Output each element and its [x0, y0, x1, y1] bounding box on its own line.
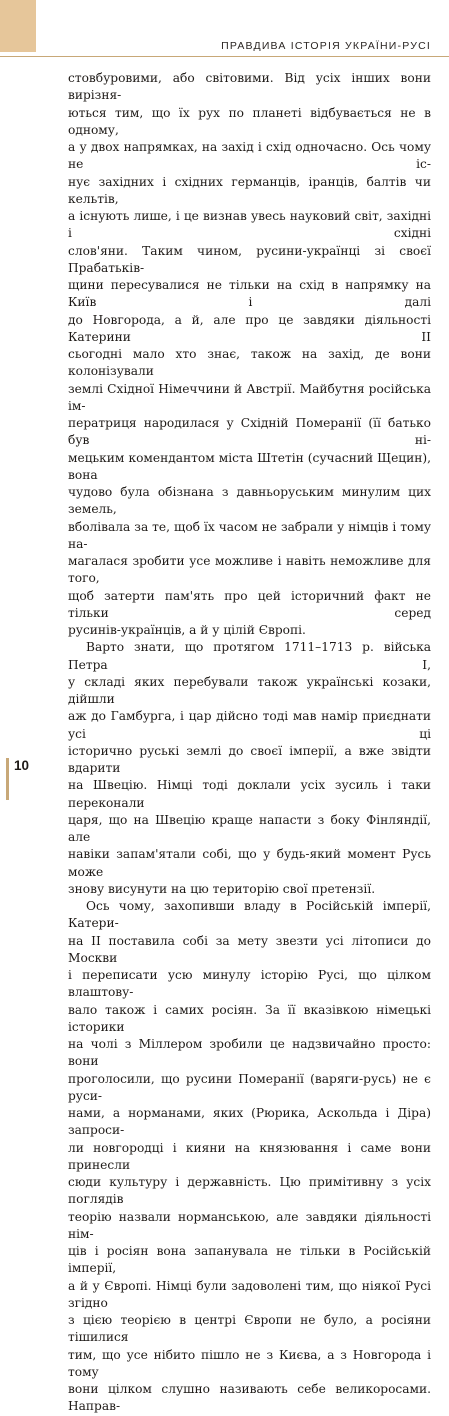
- text-line: на чолі з Міллером зробили це надзвичайно просто: вони: [68, 1037, 431, 1069]
- text-line: у складі яких перебували також українські козаки, дійшли: [68, 674, 431, 706]
- text-line: магалася зробити усе можливе і навіть неможливе для того,: [68, 554, 431, 586]
- text-line: русинів-українців, а й у цілій Європі.: [68, 623, 306, 637]
- text-line: ли новгородці і кияни на князювання і саме вони принесли: [68, 1140, 431, 1172]
- header-rule: [0, 56, 449, 57]
- text-line: слов'яни. Таким чином, русини-українці зі своєї Прабатьків-: [68, 243, 431, 275]
- text-line: навіки запам'ятали собі, що у будь-який момент Русь може: [68, 847, 431, 879]
- text-line: щини пересувалися не тільки на схід в напрямку на Київ і далі: [68, 278, 431, 310]
- text-line: Ось чому, захопивши владу в Російській імперії, Катери-: [68, 899, 431, 931]
- body-text: [68, 70, 431, 1416]
- page-number-rule: [6, 758, 9, 800]
- text-line: а й у Європі. Німці були задоволені тим, що ніякої Русі згідно: [68, 1278, 431, 1310]
- text-line: сюди культуру і державність. Цю примітивну з усіх поглядів: [68, 1175, 431, 1207]
- text-line: вало також і самих росіян. За її вказівкою німецькі історики: [68, 1002, 431, 1034]
- text-line: з цією теорією в центрі Європи не було, а росіяни тішилися: [68, 1313, 431, 1345]
- text-line: до Новгорода, а й, але про це завдяки діяльності Катерини ІІ: [68, 312, 431, 344]
- running-head: ПРАВДИВА ІСТОРІЯ УКРАЇНИ-РУСІ: [221, 40, 431, 52]
- text-line: аж до Гамбурга, і цар дійсно тоді мав намір приєднати усі ці: [68, 709, 431, 741]
- text-line: чудово була обізнана з давньоруським минулим цих земель,: [68, 485, 431, 517]
- text-line: мецьким комендантом міста Штетін (сучасний Щецин), вона: [68, 450, 431, 482]
- chapter-tab-marker: [0, 0, 36, 52]
- text-line: проголосили, що русини Померанії (варяги-русь) не є руси-: [68, 1071, 431, 1103]
- text-line: Варто знати, що протягом 1711–1713 р. війська Петра І,: [68, 640, 431, 672]
- text-line: землі Східної Німеччини й Австрії. Майбутня російська ім-: [68, 381, 431, 413]
- text-line: ператриця народилася у Східній Померанії (її батько був ні-: [68, 416, 431, 448]
- text-line: вони цілком слушно називають себе великоросами. Направ-: [68, 1382, 431, 1414]
- text-line: нує західних і східних германців, іранців, балтів чи кельтів,: [68, 174, 431, 206]
- text-line: на ІІ поставила собі за мету звезти усі літописи до Москви: [68, 933, 431, 965]
- text-line: і переписати усю минулу історію Русі, що цілком влаштову-: [68, 968, 431, 1000]
- text-line: ються тим, що їх рух по планеті відбувається не в одному,: [68, 105, 431, 137]
- text-line: стовбуровими, або світовими. Від усіх інших вони вирізня-: [68, 71, 431, 103]
- text-line: сьогодні мало хто знає, також на захід, де вони колонізували: [68, 347, 431, 379]
- text-line: щоб затерти пам'ять про цей історичний факт не тільки серед: [68, 588, 431, 620]
- text-line: теорію назвали норманською, але завдяки діяльності нім-: [68, 1209, 431, 1241]
- text-line: а у двох напрямках, на захід і схід одночасно. Ось чому не іс-: [68, 140, 431, 172]
- text-line: нами, а норманами, яких (Рюрика, Аскольда і Діра) запроси-: [68, 1106, 431, 1138]
- text-line: вболівала за те, щоб їх часом не забрали у німців і тому на-: [68, 519, 431, 551]
- text-line: а існують лише, і це визнав увесь науковий світ, західні і східні: [68, 209, 431, 241]
- text-line: ців і росіян вона запанувала не тільки в Російській імперії,: [68, 1244, 431, 1276]
- text-line: на Швецію. Німці тоді доклали усіх зусиль і таки переконали: [68, 778, 431, 810]
- text-line: царя, що на Швецію краще напасти з боку Фінляндії, але: [68, 812, 431, 844]
- page-number: 10: [14, 758, 30, 773]
- text-line: тим, що усе нібито пішло не з Києва, а з Новгорода і тому: [68, 1347, 431, 1379]
- text-line: історично руські землі до своєї імперії, а вже звідти вдарити: [68, 743, 431, 775]
- text-line: знову висунути на цю територію свої претензії.: [68, 881, 376, 896]
